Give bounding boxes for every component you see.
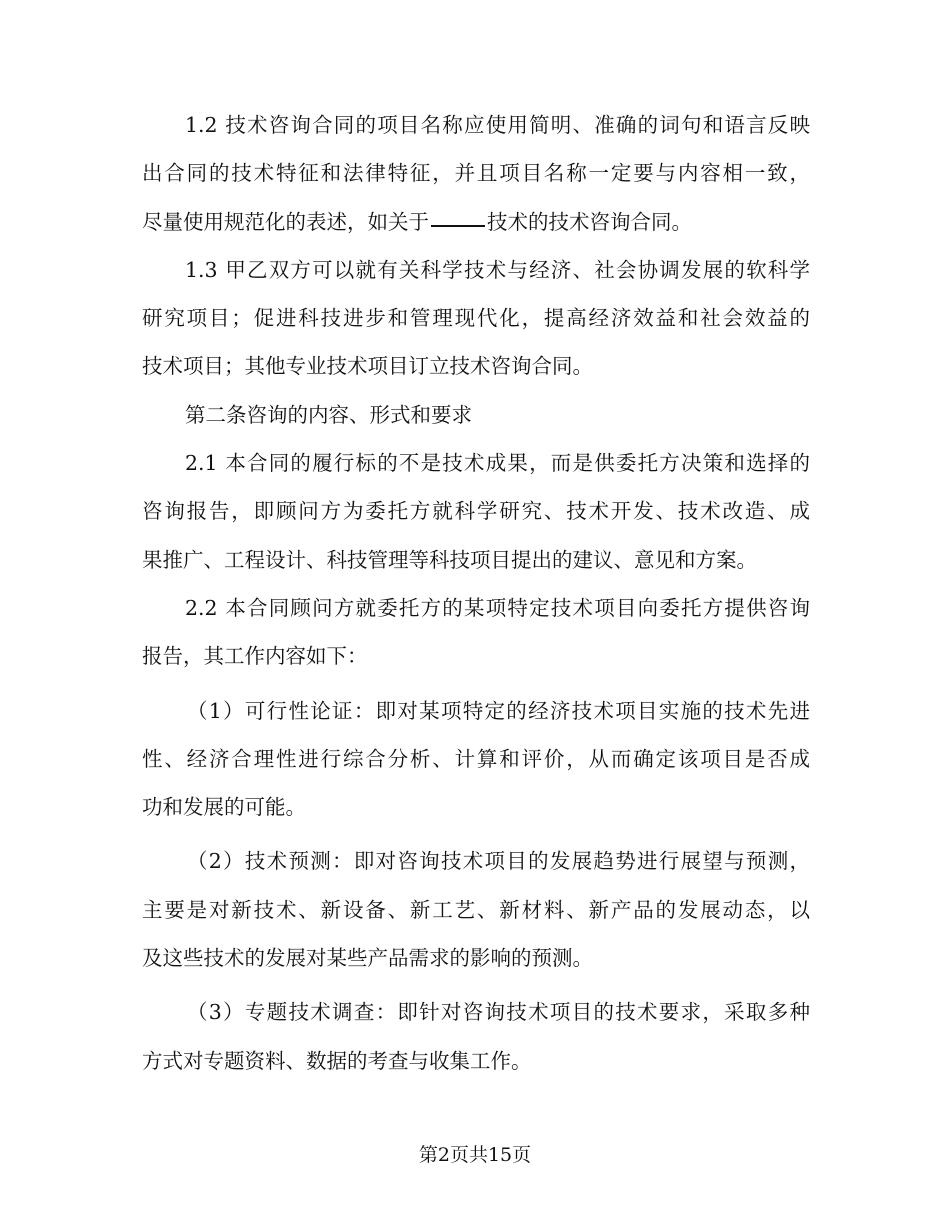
paragraph-1-2	[142, 101, 810, 246]
section-heading	[142, 391, 810, 439]
text-segment: 技术的技术咨询合同。	[487, 209, 692, 234]
paragraph-2-2	[142, 584, 810, 681]
text-line: 方式对专题资料、数据的考查与收集工作。	[142, 1048, 532, 1073]
text-line	[142, 198, 810, 246]
text-line: 1.2 技术咨询合同的项目名称应使用简明、准确的词句和语言反映	[185, 113, 810, 137]
text-line: 功和发展的可能。	[142, 795, 306, 820]
paragraph-1-3	[142, 246, 810, 391]
page-number-footer: 第2页共15页	[418, 1144, 532, 1166]
text-line: 主要是对新技术、新设备、新工艺、新材料、新产品的发展动态，以	[142, 897, 810, 922]
text-line: （1）可行性论证：即对某项特定的经济技术项目实施的技术先进	[187, 698, 810, 723]
text-line: 1.3 甲乙双方可以就有关科学技术与经济、社会协调发展的软科学	[185, 257, 810, 282]
heading-text: 第二条咨询的内容、形式和要求	[185, 402, 472, 427]
text-line: 2.1 本合同的履行标的不是技术成果，而是供委托方决策和选择的	[185, 451, 810, 476]
text-line: 2.2 本合同顾问方就委托方的某项特定技术项目向委托方提供咨询	[185, 595, 810, 620]
list-item-1	[142, 687, 810, 832]
text-line: 性、经济合理性进行综合分析、计算和评价，从而确定该项目是否成	[142, 746, 810, 771]
paragraph-2-1	[142, 439, 810, 584]
fill-in-blank	[431, 224, 485, 227]
text-line: 报告，其工作内容如下：	[142, 644, 368, 669]
text-line: 咨询报告，即顾问方为委托方就科学研究、技术开发、技术改造、成	[142, 499, 810, 524]
text-line: （3）专题技术调查：即针对咨询技术项目的技术要求，采取多种	[187, 1000, 810, 1025]
list-item-2	[142, 837, 810, 982]
text-line: （2）技术预测：即对咨询技术项目的发展趋势进行展望与预测，	[187, 849, 810, 874]
document-body	[142, 101, 810, 1085]
text-line: 及这些技术的发展对某些产品需求的影响的预测。	[142, 946, 593, 971]
text-line: 果推广、工程设计、科技管理等科技项目提出的建议、意见和方案。	[142, 547, 757, 572]
list-item-3	[142, 988, 810, 1085]
text-line: 技术项目；其他专业技术项目订立技术咨询合同。	[142, 354, 593, 379]
text-line: 研究项目；促进科技进步和管理现代化，提高经济效益和社会效益的	[142, 306, 810, 331]
text-line: 出合同的技术特征和法律特征，并且项目名称一定要与内容相一致，	[142, 161, 810, 186]
text-segment: 尽量使用规范化的表述，如关于	[142, 209, 429, 234]
